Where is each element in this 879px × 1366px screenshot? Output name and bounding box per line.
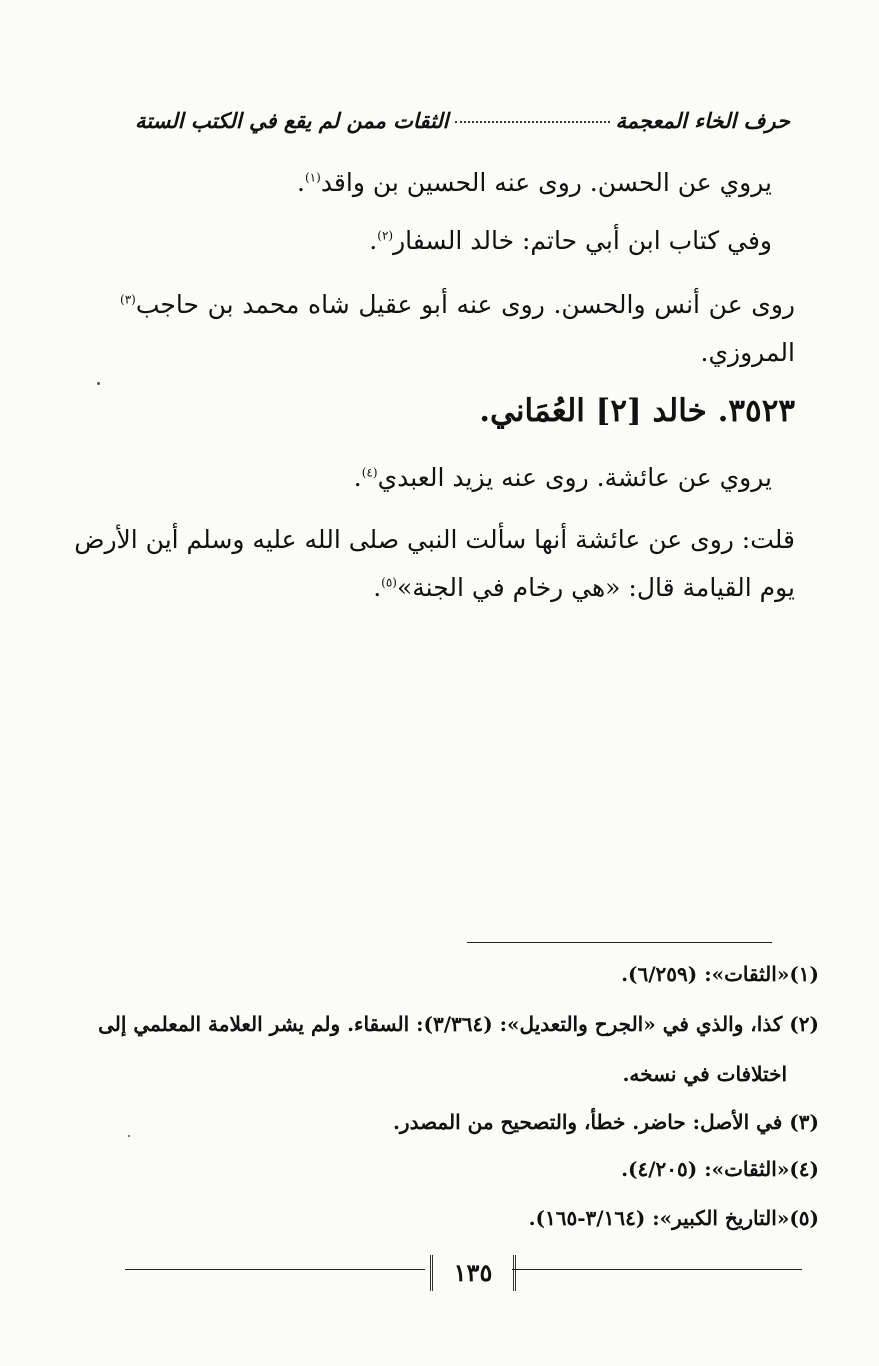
footnote-5: (٥)«التاريخ الكبير»: (٣/١٦٤-١٦٥). — [528, 1206, 819, 1230]
scan-speck — [97, 382, 100, 385]
footnote-ref-2[interactable]: (٢) — [377, 228, 394, 243]
body-line-3: روى عن أنس والحسن. روى عنه أبو عقيل شاه محمد بن حاجب$^{(٣)}$ — [120, 290, 796, 319]
page-number: ١٣٥ — [430, 1255, 516, 1291]
footnote-ref-3[interactable]: (٣) — [120, 292, 136, 307]
body-line-2: وفي كتاب ابن أبي حاتم: خالد السفار$^{(٢)}$. — [369, 226, 772, 255]
footnote-1: (١)«الثقات»: (٦/٢٥٩). — [621, 962, 819, 986]
footnote-3: (٣) في الأصل: حاضر. خطأ، والتصحيح من المصدر. — [392, 1110, 819, 1134]
footnote-ref-4[interactable]: (٤) — [361, 465, 378, 480]
body-line-1: يروي عن الحسن. روى عنه الحسين بن واقد$^{(١)}$. — [297, 168, 772, 197]
footer-rule-right — [512, 1269, 802, 1270]
header-dot-leader — [455, 121, 610, 123]
body-line-6: قلت: روى عن عائشة أنها سألت النبي صلى الله عليه وسلم أين الأرض — [74, 525, 795, 554]
running-header — [135, 108, 790, 144]
body-line-5: يروي عن عائشة. روى عنه يزيد العبدي$^{(٤)}$. — [353, 463, 772, 492]
footnote-2-continued: اختلافات في نسخه. — [622, 1062, 787, 1086]
footnote-ref-5[interactable]: (٥) — [381, 575, 397, 590]
entry-heading: ٣٥٢٣. خالد [٢] العُمَاني. — [479, 393, 795, 429]
scan-speck — [128, 1135, 130, 1137]
footnote-4: (٤)«الثقات»: (٤/٢٠٥). — [621, 1157, 819, 1181]
header-book-title: الثقات ممن لم يقع في الكتب الستة — [135, 108, 449, 133]
footnote-separator — [467, 942, 772, 943]
body-line-4: المروزي. — [700, 338, 795, 367]
body-line-7: يوم القيامة قال: «هي رخام في الجنة»$^{(٥)}$. — [373, 573, 795, 602]
header-chapter-title: حرف الخاء المعجمة — [615, 108, 790, 133]
footer-rule-left — [125, 1269, 425, 1270]
footnote-2: (٢) كذا، والذي في «الجرح والتعديل»: (٣/٣٦٤): السقاء. ولم يشر العلامة المعلمي إلى — [98, 1012, 819, 1036]
footnote-ref-1[interactable]: (١) — [304, 170, 321, 185]
